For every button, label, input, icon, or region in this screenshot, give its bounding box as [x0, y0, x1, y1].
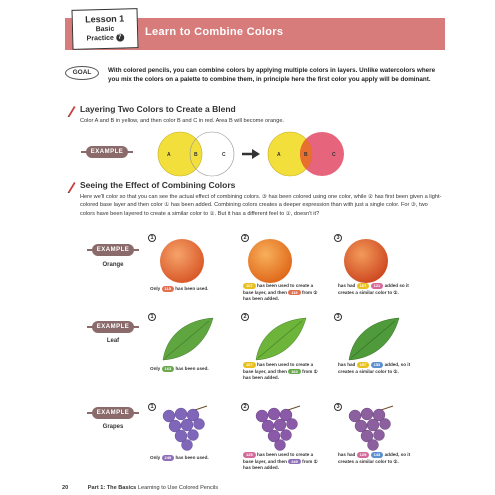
pencil-pill: 249 — [162, 455, 175, 461]
pencil-pill: 125 — [243, 452, 256, 458]
grapes-2 — [248, 404, 308, 452]
col-num-2b: 2 — [241, 313, 249, 321]
label-a: A — [167, 152, 171, 158]
leaf-3 — [343, 314, 403, 364]
caption-orange-3: has had 107 121 added so it creates a similar color to ①. — [338, 283, 409, 295]
example-badge-leaf: EXAMPLE — [92, 321, 134, 333]
lesson-practice: Practice 7 — [73, 33, 137, 44]
example-badge-orange: EXAMPLE — [92, 244, 134, 256]
pencil-pill: 249 — [288, 459, 301, 465]
caption-leaf-1: Only 163 has been used. — [150, 366, 209, 372]
col-num-1: 1 — [148, 234, 156, 242]
pencil-pill: 107 — [243, 362, 256, 368]
goal-badge: GOAL — [65, 66, 99, 80]
footer-part: Part 1: The Basics — [87, 485, 137, 491]
blend-diagram — [150, 130, 360, 180]
example-badge-1: EXAMPLE — [86, 146, 128, 158]
label-a2: A — [277, 152, 281, 158]
section2-text: Here we'll color so that you can see the actual effect of combining colors. ③ has been colored using one color, while ② has first been given a light-colored base layer and then color ① has been added. Combining colors creates a deeper expression than with just a single color. For ③, two colors have been layered to create a similar color to ①. But it has a different feel to ①, doesn't it? — [80, 194, 442, 217]
lesson-basic: Basic — [95, 25, 115, 34]
section1-title: Layering Two Colors to Create a Blend — [80, 104, 236, 114]
footer — [62, 485, 218, 491]
grapes-1 — [155, 404, 215, 452]
leaf-2 — [250, 314, 310, 364]
orange-2 — [245, 236, 295, 284]
caption-grapes-2: 125 has been used to create a base layer, and then 249 from ① has been added. — [243, 452, 318, 470]
pencil-icon-2 — [66, 180, 76, 192]
col-num-2: 2 — [241, 234, 249, 242]
section2-title: Seeing the Effect of Combining Colors — [80, 180, 236, 190]
lesson-tab — [71, 8, 138, 50]
caption-grapes-3: has had 125 143 added, so it creates a similar color to ①. — [338, 452, 411, 464]
page-title: Learn to Combine Colors — [145, 26, 284, 38]
orange-3 — [341, 236, 391, 284]
leaf-1 — [157, 314, 217, 364]
orange-1 — [157, 236, 207, 284]
section1-text: Color A and B in yellow, and then color B and C in red. Area B will become orange. — [80, 118, 284, 124]
caption-leaf-2: 107 has been used to create a base layer, and then 163 from ① has been added. — [243, 362, 318, 380]
example-badge-grapes: EXAMPLE — [92, 407, 134, 419]
row-label-orange: Orange — [102, 262, 124, 268]
pencil-pill: 143 — [371, 452, 384, 458]
footer-subtitle: Learning to Use Colored Pencils — [137, 485, 219, 491]
pencil-pill: 163 — [162, 366, 175, 372]
label-c2: C — [332, 152, 336, 158]
pencil-pill: 125 — [357, 452, 370, 458]
label-b: B — [194, 152, 198, 158]
caption-orange-2: 107 has been used to create a base layer, and then 115 from ① has been added. — [243, 283, 318, 301]
label-c: C — [222, 152, 226, 158]
caption-orange-1: Only 115 has been used. — [150, 286, 209, 292]
pencil-icon — [66, 104, 76, 116]
pencil-pill: 163 — [288, 369, 301, 375]
col-num-1b: 1 — [148, 313, 156, 321]
caption-leaf-3: has had 107 153 added, so it creates a similar color to ①. — [338, 362, 411, 374]
row-label-leaf: Leaf — [106, 338, 120, 344]
pencil-pill: 107 — [243, 283, 256, 289]
caption-grapes-1: Only 249 has been used. — [150, 455, 209, 461]
col-num-3c: 3 — [334, 403, 342, 411]
pencil-pill: 121 — [371, 283, 384, 289]
row-label-grapes: Grapes — [102, 424, 124, 430]
col-num-2c: 2 — [241, 403, 249, 411]
pencil-pill: 153 — [371, 362, 384, 368]
pencil-pill: 107 — [357, 362, 370, 368]
goal-text: With colored pencils, you can combine colors by applying multiple colors in layers. Unlike watercolors where you mix the colors on a palette to combine them, in principle here the first color you apply will be dominant. — [108, 67, 436, 83]
arrow-head-icon — [252, 149, 260, 159]
page-number: 20 — [62, 485, 69, 491]
col-num-1c: 1 — [148, 403, 156, 411]
lesson-number: 7 — [116, 34, 124, 42]
col-num-3b: 3 — [334, 313, 342, 321]
grapes-3 — [341, 404, 401, 452]
pencil-pill: 107 — [357, 283, 370, 289]
pencil-pill: 115 — [288, 290, 300, 296]
pencil-pill: 115 — [162, 286, 174, 292]
lesson-label: Lesson 1 — [85, 13, 125, 25]
label-b2: B — [304, 152, 308, 158]
col-num-3: 3 — [334, 234, 342, 242]
